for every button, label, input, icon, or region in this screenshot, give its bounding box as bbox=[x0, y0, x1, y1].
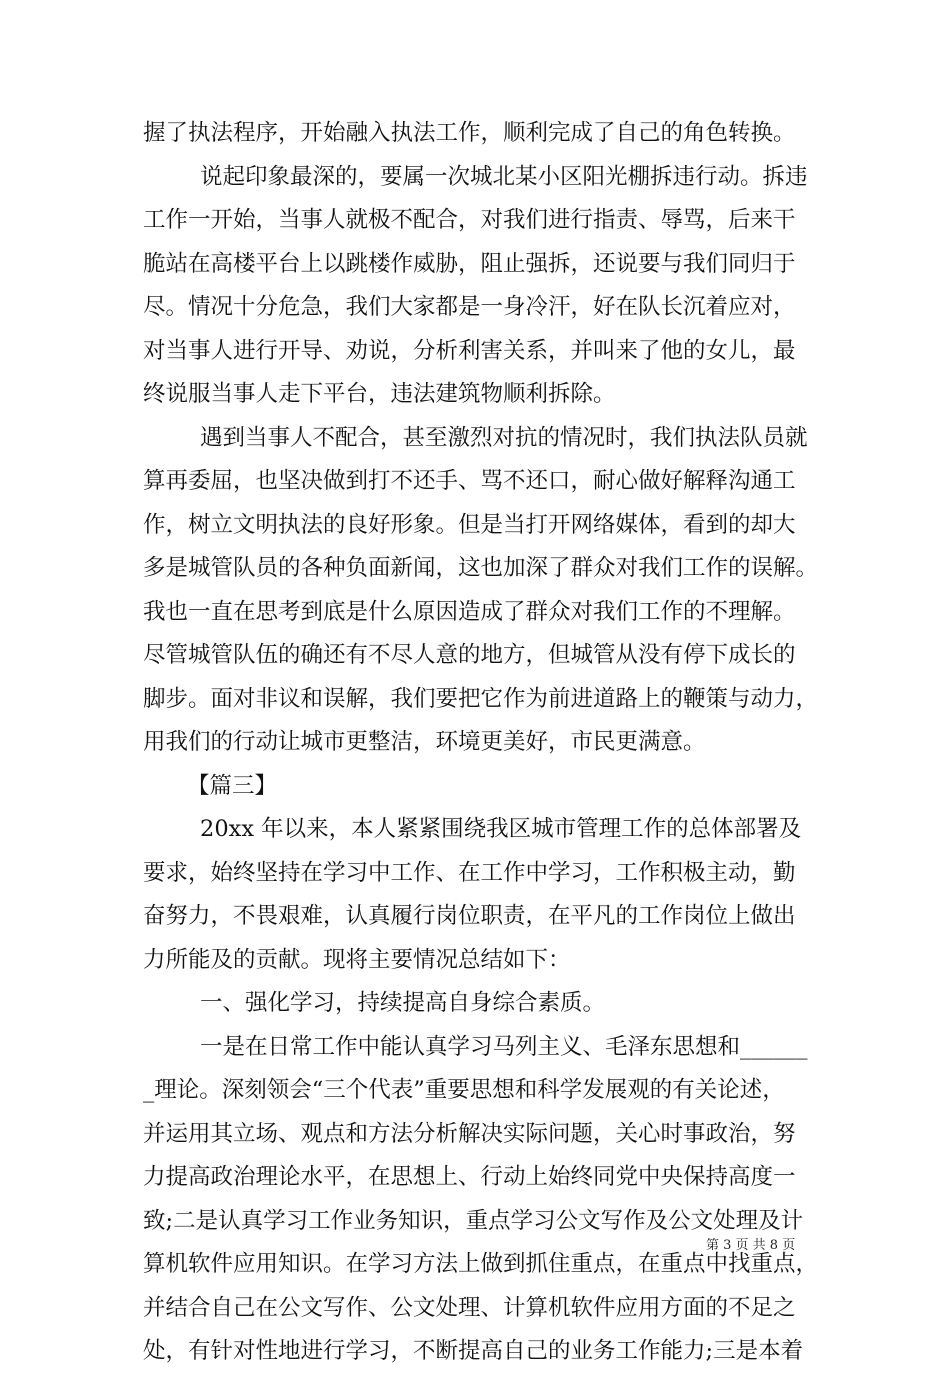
text-line: 用我们的行动让城市更整洁，环境更美好，市民更满意。 bbox=[143, 729, 706, 755]
paragraph bbox=[143, 112, 823, 156]
text-line: 终说服当事人走下平台，违法建筑物顺利拆除。 bbox=[143, 381, 616, 407]
text-line: 一、强化学习，持续提高自身综合素质。 bbox=[200, 990, 606, 1016]
text-line: 我也一直在思考到底是什么原因造成了群众对我们工作的不理解。 bbox=[143, 598, 796, 625]
document-body bbox=[143, 112, 823, 1374]
section-heading bbox=[143, 765, 823, 809]
text-line: 多是城管队员的各种负面新闻，这也加深了群众对我们工作的误解。 bbox=[143, 555, 819, 581]
text-line: 握了执法程序，开始融入执法工作，顺利完成了自己的角色转换。 bbox=[143, 120, 796, 146]
paragraph bbox=[143, 417, 823, 765]
text-line: 【篇三】 bbox=[187, 772, 278, 799]
text-line: 并运用其立场、观点和方法分析解决实际问题，关心时事政治，努 bbox=[143, 1120, 796, 1147]
text-line: 算再委屈，也坚决做到打不还手、骂不还口，耐心做好解释沟通工 bbox=[143, 468, 796, 494]
paragraph bbox=[143, 982, 823, 1026]
text-line: 力所能及的贡献。现将主要情况总结如下： bbox=[143, 946, 571, 973]
text-line: 脆站在高楼平台上以跳楼作威胁，阻止强拆，还说要与我们同归于 bbox=[143, 250, 796, 277]
page-number-footer: 第 3 页 共 8 页 bbox=[706, 1238, 796, 1253]
text-line: 一是在日常工作中能认真学习马列主义、毛泽东思想和______ bbox=[200, 1033, 808, 1060]
text-line: 作，树立文明执法的良好形象。但是当打开网络媒体，看到的却大 bbox=[143, 511, 796, 538]
paragraph bbox=[143, 1026, 823, 1374]
text-line: 算机软件应用知识。在学习方法上做到抓住重点，在重点中找重点， bbox=[143, 1251, 819, 1277]
text-line: 奋努力，不畏艰难，认真履行岗位职责，在平凡的工作岗位上做出 bbox=[143, 903, 796, 929]
text-line: 工作一开始，当事人就极不配合，对我们进行指责、辱骂，后来干 bbox=[143, 207, 796, 233]
text-line: 力提高政治理论水平，在思想上、行动上始终同党中央保持高度一 bbox=[143, 1164, 796, 1190]
text-line: 尽。情况十分危急，我们大家都是一身冷汗，好在队长沉着应对， bbox=[143, 294, 796, 320]
text-line: 说起印象最深的，要属一次城北某小区阳光棚拆违行动。拆违 bbox=[200, 163, 808, 190]
text-line: 并结合自己在公文写作、公文处理、计算机软件应用方面的不足之 bbox=[143, 1294, 796, 1321]
paragraph bbox=[143, 156, 823, 417]
text-line: 对当事人进行开导、劝说，分析利害关系，并叫来了他的女儿，最 bbox=[143, 337, 796, 364]
text-line: 20xx 年以来，本人紧紧围绕我区城市管理工作的总体部署及 bbox=[200, 816, 802, 842]
text-line: 尽管城管队伍的确还有不尽人意的地方，但城管从没有停下成长的 bbox=[143, 642, 796, 668]
paragraph bbox=[143, 808, 823, 982]
text-line: _理论。深刻领会“三个代表”重要思想和科学发展观的有关论述， bbox=[143, 1077, 785, 1103]
text-line: 脚步。面对非议和误解，我们要把它作为前进道路上的鞭策与动力， bbox=[143, 685, 819, 712]
text-line: 要求，始终坚持在学习中工作、在工作中学习，工作积极主动，勤 bbox=[143, 859, 796, 886]
text-line: 遇到当事人不配合，甚至激烈对抗的情况时，我们执法队员就 bbox=[200, 424, 808, 451]
text-line: 致;二是认真学习工作业务知识，重点学习公文写作及公文处理及计 bbox=[143, 1207, 804, 1234]
text-line: 处，有针对性地进行学习，不断提高自己的业务工作能力;三是本着 bbox=[143, 1338, 804, 1364]
